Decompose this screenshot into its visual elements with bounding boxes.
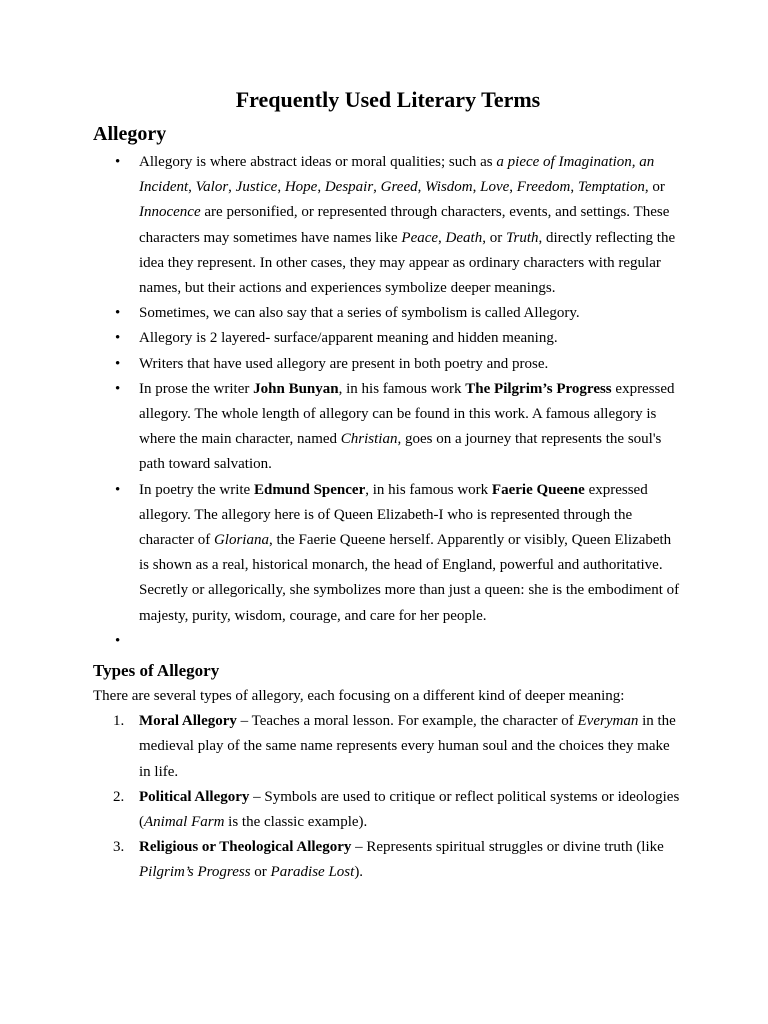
list-number: 2. (113, 788, 125, 805)
list-item-text: Religious or Theological Allegory – Represents spiritual struggles or divine truth (like Pilgrim’s Progress or Paradise Lost). (139, 839, 664, 881)
list-number: 1. (113, 713, 125, 730)
list-item-empty (93, 629, 683, 654)
list-item (93, 150, 683, 301)
list-number: 3. (113, 839, 125, 856)
list-item (93, 709, 683, 785)
allegory-bullet-list (93, 150, 683, 654)
bullet-marker: • (115, 305, 121, 322)
list-item (93, 377, 683, 478)
list-item (93, 478, 683, 629)
bullet-text: Allegory is where abstract ideas or moral qualities; such as a piece of Imagination, an Incident, Valor, Justice, Hope, Despair, Greed, Wisdom, Love, Freedom, Temptation, or Innocence are personified, or represented through characters, events, and settings. These characters may sometimes have names like Peace, Death, or Truth, directly reflecting the idea they represent. In other cases, they may appear as ordinary characters with regular names, but their actions and experiences symbolize deeper meanings. (139, 154, 676, 297)
list-item (93, 301, 683, 326)
bullet-marker: • (115, 632, 121, 649)
empty-bullet-line (139, 629, 683, 654)
bullet-text: Writers that have used allegory are present in both poetry and prose. (139, 355, 549, 372)
bullet-marker: • (115, 481, 121, 498)
bullet-text: In prose the writer John Bunyan, in his famous work The Pilgrim’s Progress expressed allegory. The whole length of allegory can be found in this work. A famous allegory is where the main character, named Christian, goes on a journey that represents the soul's path toward salvation. (139, 380, 675, 473)
list-item (93, 352, 683, 377)
document-page (93, 84, 683, 886)
section-heading-types-of-allegory: Types of Allegory (93, 661, 220, 681)
list-item-text: Political Allegory – Symbols are used to critique or reflect political systems or ideologies (Animal Farm is the classic example). (139, 788, 680, 831)
bullet-marker: • (115, 154, 121, 170)
list-item (93, 785, 683, 835)
list-item-text: Moral Allegory – Teaches a moral lesson. For example, the character of Everyman in the medieval play of the same name represents every human soul and the choices they make in life. (139, 713, 676, 780)
bullet-text: Allegory is 2 layered- surface/apparent meaning and hidden meaning. (139, 330, 558, 347)
list-item (93, 835, 683, 885)
bullet-marker: • (115, 380, 121, 397)
document-title: Frequently Used Literary Terms (235, 87, 541, 112)
section-heading-allegory: Allegory (93, 123, 167, 145)
bullet-text: In poetry the write Edmund Spencer, in his famous work Faerie Queene expressed allegory. The allegory here is of Queen Elizabeth-I who is represented through the character of Gloriana, the Faerie Queene herself. Apparently or visibly, Queen Elizabeth is shown as a real, historical monarch, the head of England, powerful and authoritative. Secretly or allegorically, she symbolizes more than just a queen: she is the embodiment of majesty, purity, wisdom, courage, and care for her people. (139, 481, 680, 624)
bullet-marker: • (115, 330, 121, 347)
bullet-marker: • (115, 355, 121, 372)
types-intro-paragraph: There are several types of allegory, each focusing on a different kind of deeper meaning: (93, 688, 625, 705)
bullet-text: Sometimes, we can also say that a series of symbolism is called Allegory. (139, 305, 580, 322)
types-numbered-list (93, 709, 683, 885)
list-item (93, 326, 683, 351)
